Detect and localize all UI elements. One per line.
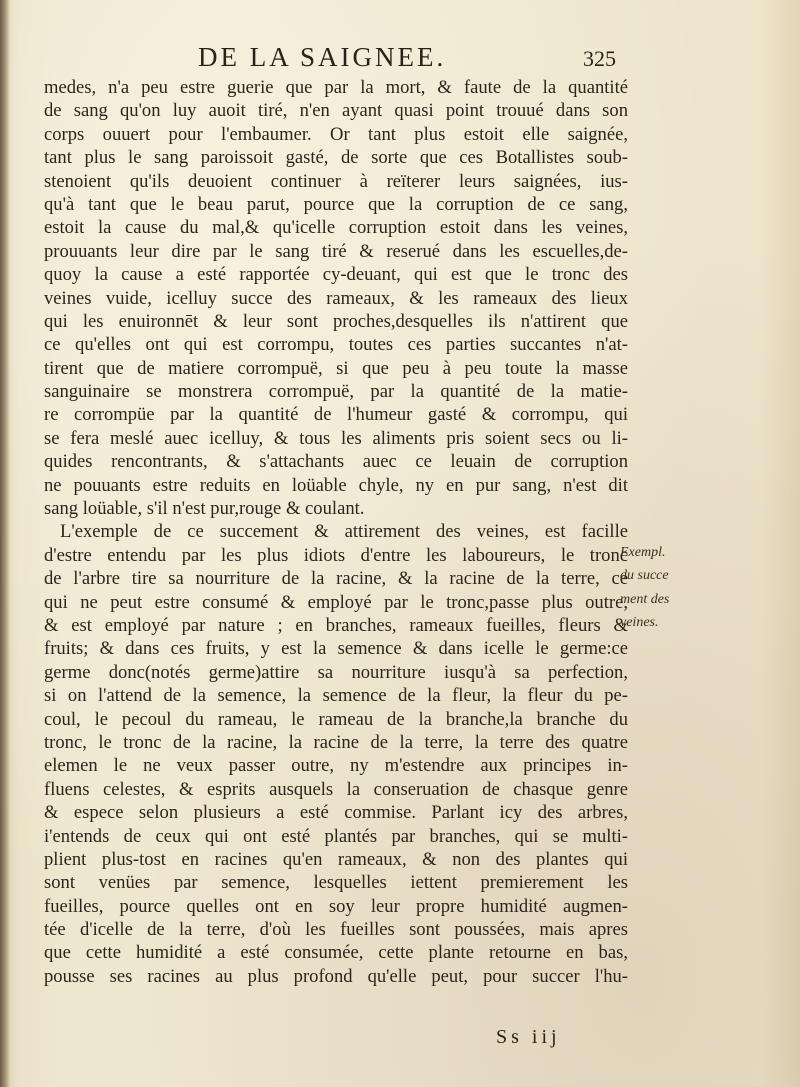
text-line: quides rencontrants, & s'attachants auec ce leuain de corruption xyxy=(44,451,628,473)
text-line: corps ouuert pour l'embaumer. Or tant plus estoit elle saignée, xyxy=(44,123,628,145)
text-line: que cette humidité a esté consumée, cette plante retourne en bas, xyxy=(44,942,628,964)
text-line: prouuants leur dire par le sang tiré & reserué dans les escuelles,de- xyxy=(44,240,628,262)
text-line: coul, le pecoul du rameau, le rameau de la branche,la branche du xyxy=(44,708,628,730)
text-line: estoit la cause du mal,& qu'icelle corruption estoit dans les veines, xyxy=(44,217,628,239)
text-line: sont venües par semence, lesquelles iettent premierement les xyxy=(44,872,628,894)
marginal-note-line: ment des xyxy=(620,591,670,607)
text-line: L'exemple de ce succement & attirement des veines, est facille xyxy=(60,521,628,543)
text-line: sang loüable, s'il n'est pur,rouge & coulant. xyxy=(44,498,365,520)
text-line: plient plus-tost en racines qu'en rameaux, & non des plantes qui xyxy=(44,848,628,870)
text-line: & espece selon plusieurs a esté commise. Parlant icy des arbres, xyxy=(44,802,628,824)
text-line: i'entends de ceux qui ont esté plantés par branches, qui se multi- xyxy=(44,825,628,847)
text-line: tirent que de matiere corrompuë, si que peu à peu toute la masse xyxy=(44,357,628,379)
text-line: ce qu'elles ont qui est corrompu, toutes ces parties succantes n'at- xyxy=(44,334,628,356)
page-number: 325 xyxy=(583,46,616,71)
text-line: stenoient qu'ils deuoient continuer à reïterer leurs saignées, ius- xyxy=(44,170,628,192)
text-line: elemen le ne veux passer outre, ny m'estendre aux principes in- xyxy=(44,755,628,777)
running-title: DE LA SAIGNEE. xyxy=(198,42,447,72)
marginal-note xyxy=(620,541,700,635)
text-line: fruits; & dans ces fruits, y est la semence & dans icelle le germe:ce xyxy=(44,638,628,660)
marginal-note-line: du succe xyxy=(620,568,669,584)
text-line: veines vuide, icelluy succe des rameaux, & les rameaux des lieux xyxy=(44,287,628,309)
text-line: qu'à tant que le beau parut, pource que la corruption de ce sang, xyxy=(44,193,628,215)
marginal-note-line: veines. xyxy=(620,615,659,631)
text-line: d'estre entendu par les plus idiots d'entre les laboureurs, le tronc xyxy=(44,544,628,566)
text-line: qui les enuironnēt & leur sont proches,desquelles ils n'attirent que xyxy=(44,310,628,332)
text-line: qui ne peut estre consumé & employé par le tronc,passe plus outre, xyxy=(44,591,628,613)
page-header xyxy=(0,40,800,76)
text-line: si on l'attend de la semence, la semence de la fleur, la fleur du pe- xyxy=(44,685,628,707)
text-line: fluens celestes, & esprits ausquels la conseruation de chasque genre xyxy=(44,778,628,800)
text-line: tant plus le sang paroissoit gasté, de sorte que ces Botallistes soub- xyxy=(44,147,628,169)
text-line: germe donc(notés germe)attire sa nourriture iusqu'à sa perfection, xyxy=(44,661,628,683)
text-line: sanguinaire se monstrera corrompuë, par la quantité de la matie- xyxy=(44,381,628,403)
text-line: pousse ses racines au plus profond qu'elle peut, pour succer l'hu- xyxy=(44,965,628,987)
text-line: & est employé par nature ; en branches, rameaux fueilles, fleurs & xyxy=(44,614,628,636)
text-line: medes, n'a peu estre guerie que par la mort, & faute de la quantité xyxy=(44,77,628,98)
marginal-note-line: Exempl. xyxy=(620,545,666,560)
text-line: de l'arbre tire sa nourriture de la racine, & la racine de la terre, ce xyxy=(44,568,628,590)
text-line: tée d'icelle de la terre, d'où les fueilles sont poussées, mais apres xyxy=(44,919,628,941)
text-line: fueilles, pource quelles ont en soy leur propre humidité augmen- xyxy=(44,895,628,917)
text-line: quoy la cause a esté rapportée cy-deuant, qui est que le tronc des xyxy=(44,264,628,286)
text-line: ne pouuants estre reduits en loüable chyle, ny en pur sang, n'est dit xyxy=(44,474,628,496)
binding-edge xyxy=(0,0,10,1087)
text-line: re corrompüe par la quantité de l'humeur gasté & corrompu, qui xyxy=(44,404,628,426)
text-line: tronc, le tronc de la racine, la racine de la terre, la terre des quatre xyxy=(44,731,628,753)
body-text xyxy=(44,76,628,988)
text-line: de sang qu'on luy auoit tiré, n'en ayant quasi point trouué dans son xyxy=(44,100,628,122)
signature-mark: Ss iij xyxy=(496,1026,561,1048)
text-line: se fera meslé auec icelluy, & tous les aliments pris soient secs ou li- xyxy=(44,427,628,449)
